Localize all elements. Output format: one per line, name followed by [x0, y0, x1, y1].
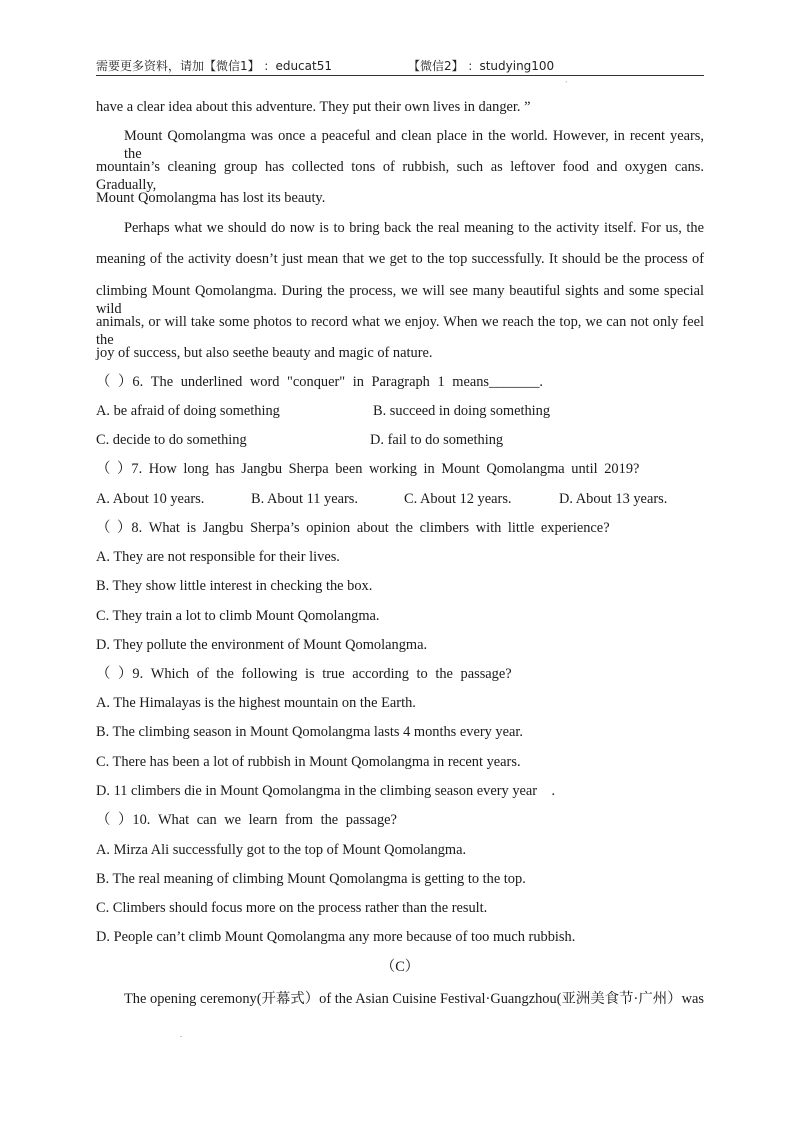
passage-line-5: Perhaps what we should do now is to bring back the real meaning to the activity itself. For us, the	[124, 220, 704, 236]
passage-line-9: joy of success, but also seethe beauty and magic of nature.	[96, 345, 433, 361]
header-contact-wechat-2: 【微信2】 ：studying100	[408, 59, 555, 73]
question-6-option-b: B. succeed in doing something	[373, 403, 551, 419]
passage-line-1: have a clear idea about this adventure. They put their own lives in danger. ”	[96, 99, 531, 115]
question-7-option-d: D. About 13 years.	[559, 491, 668, 507]
passage-line-2: Mount Qomolangma was once a peaceful and clean place in the world. However, in recent years, the	[124, 128, 704, 162]
question-7-option-c: C. About 12 years.	[404, 491, 512, 507]
question-9-option-d: D. 11 climbers die in Mount Qomolangma in the climbing season every year .	[96, 783, 556, 799]
question-6-option-c: C. decide to do something	[96, 432, 247, 448]
page-mark: .	[180, 1030, 182, 1039]
section-c-heading: （C）	[380, 959, 420, 975]
page-header	[96, 57, 704, 75]
question-7-option-b: B. About 11 years.	[251, 491, 358, 507]
question-7-stem: （ ）7. How long has Jangbu Sherpa been working in Mount Qomolangma until 2019?	[96, 461, 640, 477]
header-divider	[96, 75, 704, 76]
passage-line-6: meaning of the activity doesn’t just mean that we get to the top successfully. It should be the process of	[96, 251, 704, 267]
question-10-option-c: C. Climbers should focus more on the process rather than the result.	[96, 900, 488, 916]
question-9-option-c: C. There has been a lot of rubbish in Mount Qomolangma in recent years.	[96, 754, 521, 770]
question-6-option-d: D. fail to do something	[370, 432, 504, 448]
question-10-option-b: B. The real meaning of climbing Mount Qomolangma is getting to the top.	[96, 871, 526, 887]
passage-line-7: climbing Mount Qomolangma. During the process, we will see many beautiful sights and some special wild	[96, 283, 704, 317]
question-10-stem: （ ）10. What can we learn from the passage?	[96, 812, 397, 828]
question-10-option-d: D. People can’t climb Mount Qomolangma any more because of too much rubbish.	[96, 929, 576, 945]
question-8-option-c: C. They train a lot to climb Mount Qomolangma.	[96, 608, 380, 624]
question-8-option-a: A. They are not responsible for their lives.	[96, 549, 340, 565]
header-mark: ˋ	[565, 80, 568, 89]
header-contact-wechat-1: 需要更多资料，请加【微信1】 ：educat51	[96, 59, 332, 73]
question-8-stem: （ ）8. What is Jangbu Sherpa’s opinion about the climbers with little experience?	[96, 520, 610, 536]
question-9-stem: （ ）9. Which of the following is true according to the passage?	[96, 666, 512, 682]
question-9-option-b: B. The climbing season in Mount Qomolangma lasts 4 months every year.	[96, 724, 523, 740]
passage-line-8: animals, or will take some photos to record what we enjoy. When we reach the top, we can not only feel the	[96, 314, 704, 348]
question-6-option-a: A. be afraid of doing something	[96, 403, 280, 419]
section-c-first-line: The opening ceremony(开幕式）of the Asian Cuisine Festival·Guangzhou(亚洲美食节·广州）was	[124, 991, 704, 1007]
question-10-option-a: A. Mirza Ali successfully got to the top of Mount Qomolangma.	[96, 842, 467, 858]
question-9-option-a: A. The Himalayas is the highest mountain on the Earth.	[96, 695, 416, 711]
question-7-option-a: A. About 10 years.	[96, 491, 205, 507]
question-8-option-d: D. They pollute the environment of Mount Qomolangma.	[96, 637, 428, 653]
question-6-stem: （ ）6. The underlined word "conquer" in Paragraph 1 means_______.	[96, 374, 543, 390]
passage-line-4: Mount Qomolangma has lost its beauty.	[96, 190, 326, 206]
question-8-option-b: B. They show little interest in checking the box.	[96, 578, 373, 594]
passage-line-3: mountain’s cleaning group has collected tons of rubbish, such as leftover food and oxygen cans. Gradually,	[96, 159, 704, 193]
